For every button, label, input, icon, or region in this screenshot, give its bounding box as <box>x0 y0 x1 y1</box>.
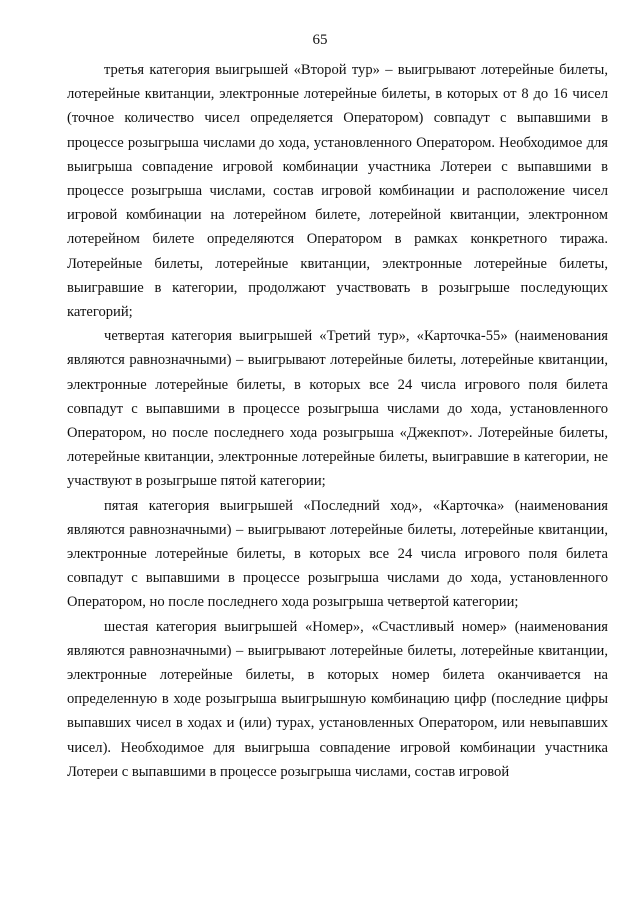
paragraph-third-category: третья категория выигрышей «Второй тур» – выигрывают лотерейные билеты, лотерейные квитанции, электронные лотерейные билеты, в которых от 8 до 16 чисел (точное количество чисел определяется Оператором) совпадут с выпавшими в процессе розыгрыша числами до хода, установленного Оператором. Необходимое для выигрыша совпадение игровой комбинации участника Лотереи с выпавшими в процессе розыгрыша числами, состав игровой комбинации и расположение чисел игровой комбинации на лотерейном билете, лотерейной квитанции, электронном лотерейном билете определяются Оператором в рамках конкретного тиража. Лотерейные билеты, лотерейные квитанции, электронные лотерейные билеты, выигравшие в категории, продолжают участвовать в розыгрыше последующих категорий; <box>67 62 608 321</box>
paragraph-fifth-category: пятая категория выигрышей «Последний ход», «Карточка» (наименования являются равнозначными) – выигрывают лотерейные билеты, лотерейные квитанции, электронные лотерейные билеты, в которых все 24 числа игрового поля билета совпадут с выпавшими в процессе розыгрыша числами до хода, установленного Оператором, но после последнего хода розыгрыша четвертой категории; <box>67 497 608 611</box>
page-number: 65 <box>312 32 328 48</box>
paragraph-fourth-category: четвертая категория выигрышей «Третий тур», «Карточка-55» (наименования являются равнозначными) – выигрывают лотерейные билеты, лотерейные квитанции, электронные лотерейные билеты, в которых все 24 числа игрового поля билета совпадут с выпавшими в процессе розыгрыша числами до хода, установленного Оператором, но после последнего хода розыгрыша «Джекпот». Лотерейные билеты, лотерейные квитанции, электронные лотерейные билеты, выигравшие в категории, не участвуют в розыгрыше пятой категории; <box>67 328 608 490</box>
document-body <box>67 58 608 784</box>
paragraph-sixth-category: шестая категория выигрышей «Номер», «Счастливый номер» (наименования являются равнозначными) – выигрывают лотерейные билеты, лотерейные квитанции, электронные лотерейные билеты, в которых номер билета оканчивается на определенную в ходе розыгрыша выигрышную комбинацию цифр (последние цифры выпавших чисел в ходах и (или) турах, установленных Оператором, или невыпавших чисел). Необходимое для выигрыша совпадение игровой комбинации участника Лотереи с выпавшими в процессе розыгрыша числами, состав игровой <box>67 618 608 780</box>
